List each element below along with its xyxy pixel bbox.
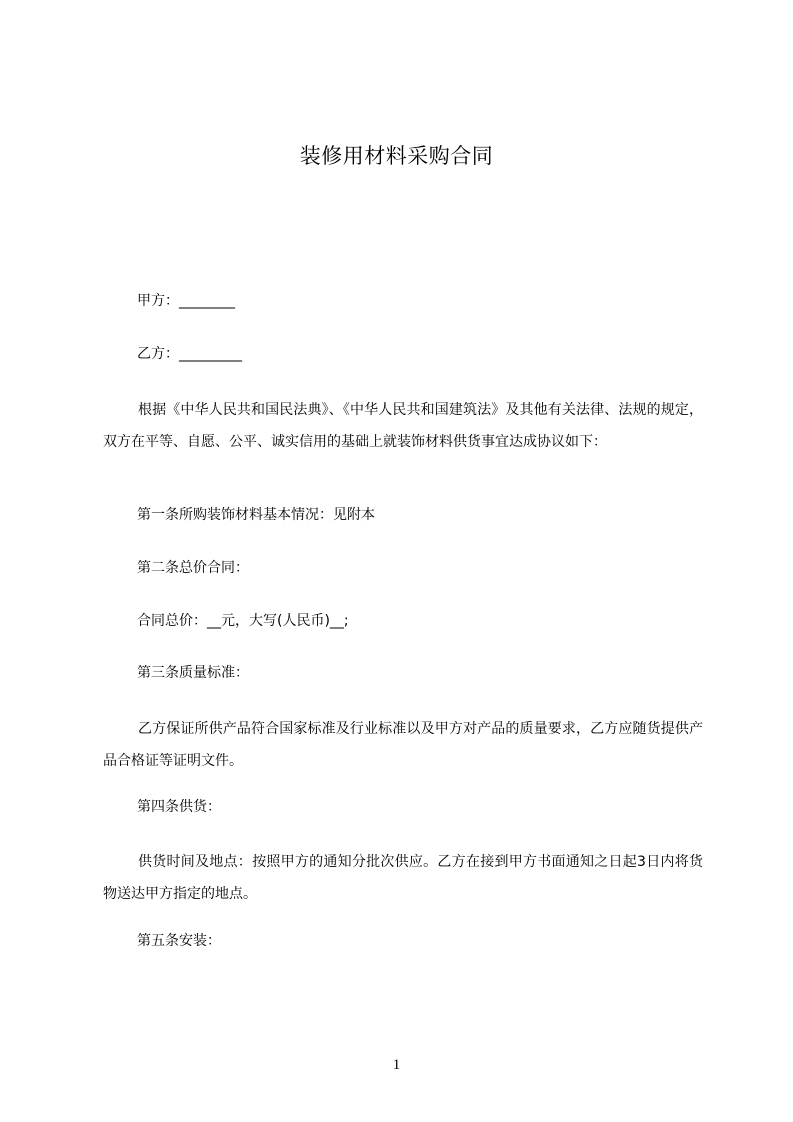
article-3-heading: 第三条质量标准： <box>137 665 249 681</box>
party-b-line: 乙方：_________ <box>137 346 242 362</box>
page-number: 1 <box>392 1057 401 1073</box>
supply-paragraph: 供货时间及地点：按照甲方的通知分批次供应。乙方在接到甲方书面通知之日起3日内将货物送达甲方指定的地点。 <box>103 854 703 902</box>
article-5-heading: 第五条安装： <box>137 933 221 949</box>
preamble-paragraph: 根据《中华人民共和国民法典》、《中华人民共和国建筑法》及其他有关法律、法规的规定，双方在平等、自愿、公平、诚实信用的基础上就装饰材料供货事宜达成协议如下： <box>103 402 703 450</box>
article-1-heading: 第一条所购装饰材料基本情况：见附本 <box>137 507 375 523</box>
article-2-heading: 第二条总价合同： <box>137 560 249 576</box>
article-4-heading: 第四条供货： <box>137 799 221 815</box>
total-price-line: 合同总价：__元，大写(人民币)__; <box>137 613 349 629</box>
party-a-line: 甲方：________ <box>137 293 235 309</box>
document-title: 装修用材料采购合同 <box>299 144 494 168</box>
quality-paragraph: 乙方保证所供产品符合国家标准及行业标准以及甲方对产品的质量要求，乙方应随货提供产品合格证等证明文件。 <box>103 721 703 769</box>
